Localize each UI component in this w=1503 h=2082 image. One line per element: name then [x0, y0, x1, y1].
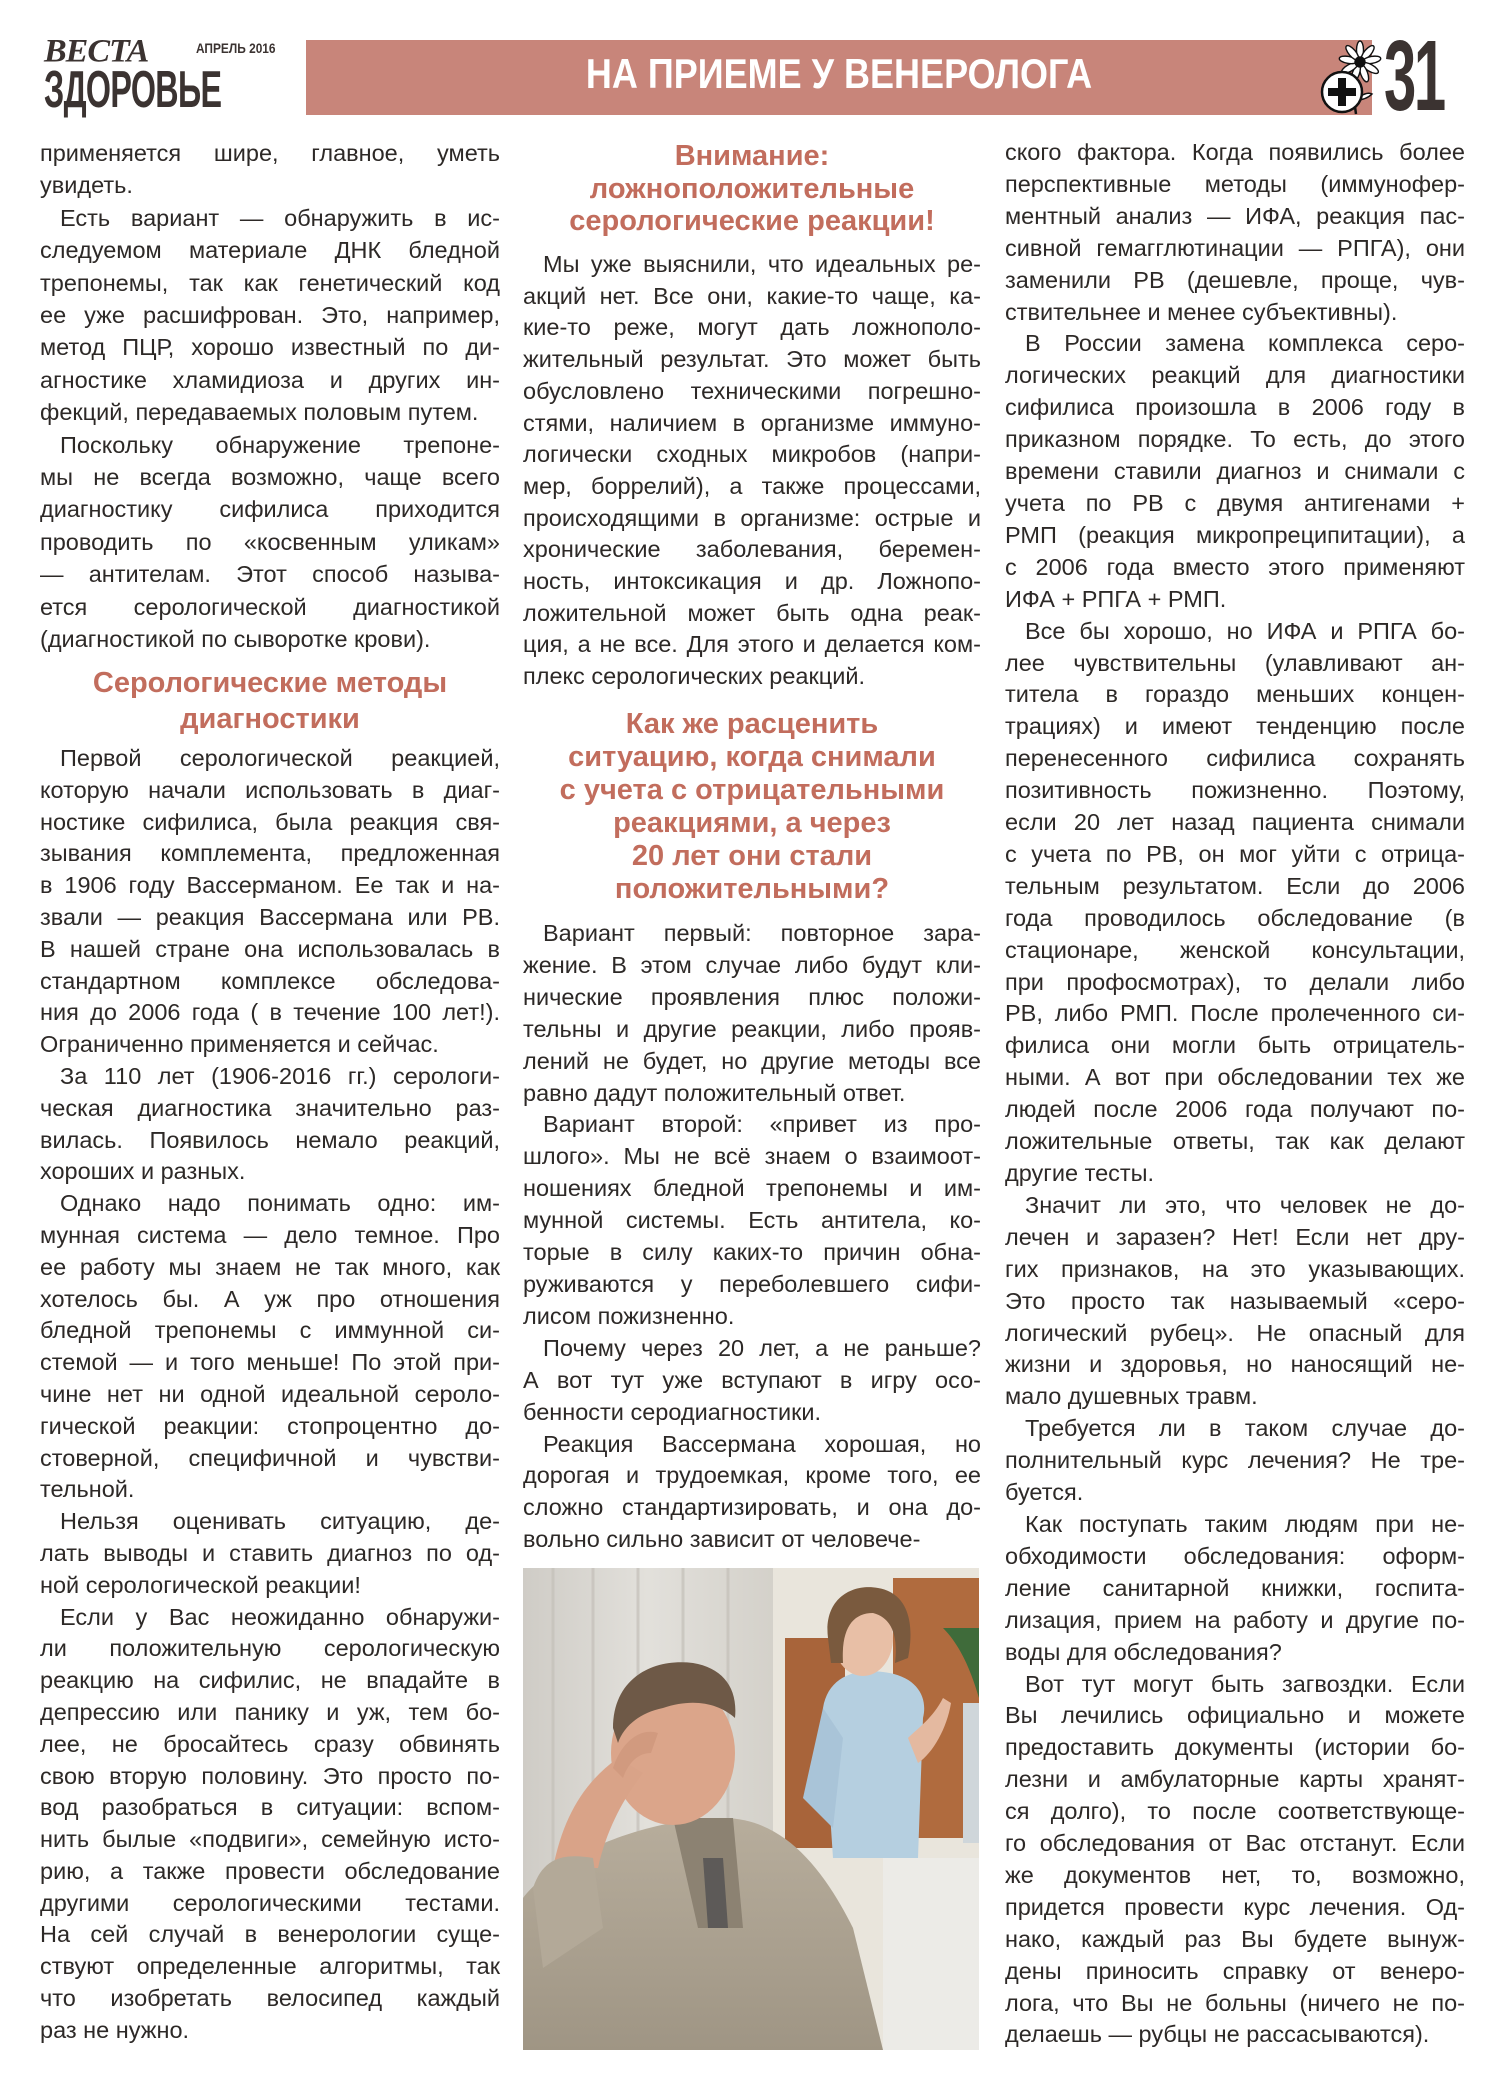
text-line: агностике хламидиоза и других ин- [40, 366, 500, 393]
text-line: ее уже расшифрован. Это, например, [40, 302, 500, 329]
text-line: жение. В этом случае либо будут кли- [523, 951, 981, 978]
text-line: года проводилось обследование (в [1005, 904, 1465, 931]
article-photo [523, 1568, 979, 2050]
paragraph [1005, 1669, 1465, 2052]
text-line: Однако надо понимать одно: им- [60, 1190, 500, 1217]
text-line: Вот тут могут быть загвоздки. Если [1025, 1670, 1465, 1697]
text-line: в 1906 году Вассерманом. Ее так и на- [40, 872, 500, 899]
subheading [40, 665, 500, 737]
text-line: логических реакций для диагностики [1005, 362, 1465, 389]
text-line: стоверной, специфичной и чувстви- [40, 1444, 500, 1471]
text-line: буется. [1005, 1479, 1084, 1506]
text-line: ложительные ответы, так как делают [1005, 1128, 1465, 1155]
text-line: дены приносить справку от венеро- [1005, 1957, 1465, 1984]
article-text [40, 743, 500, 2047]
text-line: стационаре, женской консультации, [1005, 936, 1465, 963]
text-line: руживаются у переболевшего сифи- [523, 1270, 981, 1297]
paragraph [523, 1333, 981, 1429]
text-line: В России замена комплекса серо- [1025, 330, 1465, 357]
text-line: Мы уже выяснили, что идеальных ре- [543, 251, 981, 277]
paragraph [40, 1602, 500, 2047]
subheading [523, 140, 981, 238]
subheading-line: Как же расценить [625, 708, 879, 740]
paragraph [40, 1506, 500, 1601]
paragraph [523, 1429, 981, 1557]
text-line: обходимости обследования: оформ- [1005, 1542, 1465, 1569]
text-line: ной серологической реакции! [40, 1571, 361, 1598]
text-line: другие тесты. [1005, 1160, 1155, 1186]
text-line: Все бы хорошо, но ИФА и РПГА бо- [1025, 617, 1465, 644]
text-line: ческая диагностика значительно раз- [40, 1094, 500, 1121]
text-line: Нельзя оценивать ситуацию, де- [60, 1508, 500, 1535]
text-line: трепонемы, так как генетический код [40, 269, 500, 296]
text-line: тельной. [40, 1476, 135, 1503]
article-text [1005, 137, 1465, 2051]
text-line: го обследования от Вас отстанут. Если [1005, 1830, 1465, 1857]
text-line: тельны и другие реакции, либо прояв- [523, 1015, 981, 1042]
text-line: ется серологической диагностикой [40, 593, 500, 620]
text-line: увидеть. [40, 172, 133, 199]
paragraph [1005, 137, 1465, 328]
text-line: людей после 2006 года получают по- [1005, 1096, 1465, 1123]
text-line: если 20 лет назад пациента снимали [1005, 809, 1465, 836]
text-line: хотелось бы. А уж про отношения [40, 1285, 500, 1312]
text-line: тельным результатом. Если до 2006 [1005, 872, 1465, 899]
text-line: что изобретать велосипед каждый [40, 1985, 500, 2012]
text-line: Ограниченно применяется и сейчас. [40, 1031, 439, 1058]
text-line: На сей случай в венерологии суще- [40, 1921, 500, 1948]
text-line: лога, что Вы не больны (ничего не по- [1005, 1989, 1465, 2016]
paragraph [1005, 1190, 1465, 1413]
text-line: проводить по «косвенным уликам» [40, 528, 500, 555]
text-line: Вариант второй: «привет из про- [543, 1111, 981, 1138]
text-line: Как поступать таким людям при не- [1025, 1510, 1465, 1537]
text-line: лений не будет, но другие методы все [523, 1047, 981, 1074]
subheading-line: ложноположительные [589, 172, 915, 205]
subheading-line: серологические реакции! [569, 205, 935, 237]
text-line: мало душевных травм. [1005, 1383, 1258, 1410]
text-line: стями, наличием в организме иммуно- [523, 409, 981, 436]
paragraph [1005, 328, 1465, 615]
text-line: гической реакции: стопроцентно до- [40, 1412, 500, 1439]
text-line: свою вторую половину. Это просто по- [40, 1762, 500, 1789]
text-line: ностике сифилиса, была реакция свя- [40, 808, 500, 835]
subheading-line: с учета с отрицательными [559, 774, 945, 806]
text-line: Вариант первый: повторное зара- [543, 920, 981, 946]
text-line: ского фактора. Когда появились более [1005, 139, 1465, 165]
text-line: жительный результат. Это может быть [523, 346, 981, 373]
text-line: вольно сильно зависит от человече- [523, 1526, 921, 1553]
paragraph [40, 429, 500, 656]
text-line: с учета по РВ, он мог уйти с отрица- [1005, 840, 1465, 867]
text-line: обусловлено техническими погрешно- [523, 377, 981, 404]
logo-vesta: ВЕСТА [44, 34, 149, 70]
text-line: Если у Вас неожиданно обнаружи- [60, 1603, 500, 1630]
text-line: филиса они могли быть отрицатель- [1005, 1032, 1465, 1059]
subheading [523, 708, 981, 906]
text-line: ИФА + РПГА + РМП. [1005, 585, 1227, 612]
text-line: торые в силу каких-то причин обна- [523, 1239, 981, 1266]
text-line: стандартном комплексе обследова- [40, 967, 500, 994]
subheading-line: реакциями, а через [613, 807, 891, 839]
text-line: чине нет ни одной идеальной сероло- [40, 1380, 500, 1407]
text-line: ными. А вот при обследовании тех же [1005, 1064, 1465, 1091]
text-line: хронические заболевания, беремен- [523, 536, 981, 563]
text-line: титела в гораздо меньших концен- [1005, 681, 1465, 708]
text-line: воды для обследования? [1005, 1638, 1282, 1665]
text-line: лать выводы и ставить диагноз по од- [40, 1539, 500, 1566]
text-line: За 110 лет (1906-2016 гг.) серологи- [60, 1062, 500, 1089]
text-line: (диагностикой по сыворотке крови). [40, 626, 431, 653]
text-line: ее работу мы знаем не так много, как [40, 1253, 500, 1280]
text-line: другими серологическими тестами. [40, 1889, 500, 1916]
text-line: ментный анализ — ИФА, реакция пас- [1005, 202, 1465, 229]
text-line: вод разобраться в ситуации: вспом- [40, 1794, 500, 1821]
text-line: Реакция Вассермана хорошая, но [543, 1430, 981, 1457]
article-text [523, 918, 981, 1556]
text-line: нако, каждый раз Вы будете вынуж- [1005, 1925, 1465, 1952]
subheading-line: Внимание: [674, 140, 830, 172]
paragraph [40, 1061, 500, 1188]
logo-zdorove: ЗДОРОВЬЕ [44, 61, 222, 119]
text-line: Первой серологической реакцией, [60, 745, 500, 771]
paragraph [1005, 1509, 1465, 1669]
text-line: хороших и разных. [40, 1158, 246, 1185]
text-line: мы не всегда возможно, чаще всего [40, 464, 500, 491]
text-line: звали — реакция Вассермана или РВ. [40, 903, 500, 930]
text-line: депрессию или панику и уж, тем бо- [40, 1698, 500, 1725]
text-line: бледной трепонемы с иммунной си- [40, 1317, 500, 1344]
text-line: мунная система — дело темное. Про [40, 1221, 500, 1248]
text-line: учета по РВ с двумя антигенами + [1005, 489, 1465, 516]
subheading-line: Серологические методы [92, 667, 448, 699]
text-line: ложительной может быть одна реак- [523, 599, 981, 626]
section-title: НА ПРИЕМЕ У ВЕНЕРОЛОГА [585, 49, 1093, 97]
text-line: перспективные методы (иммунофер- [1005, 170, 1465, 197]
text-line: Требуется ли в таком случае до- [1025, 1415, 1465, 1442]
subheading-line: 20 лет они стали [631, 840, 873, 872]
text-line: применяется шире, главное, уметь [40, 140, 500, 166]
text-line: происходящими в организме: острые и [523, 504, 981, 531]
text-line: равно дадут положительный ответ. [523, 1079, 906, 1106]
subheading-line: ситуацию, когда снимали [568, 741, 936, 773]
text-line: лее, не бросайтесь сразу обвинять [40, 1730, 500, 1757]
text-line: дорогая и трудоемкая, кроме того, ее [523, 1462, 981, 1489]
text-line: заменили РВ (дешевле, проще, чув- [1005, 266, 1465, 293]
text-line: ность, интоксикация и др. Ложнопо- [523, 568, 981, 595]
issue-date: АПРЕЛЬ 2016 [196, 40, 276, 56]
text-line: лезни и амбулаторные карты хранят- [1005, 1766, 1465, 1793]
text-line: ношениях бледной трепонемы и им- [523, 1175, 981, 1202]
text-line: плекс серологических реакций. [523, 663, 866, 690]
text-line: — антителам. Этот способ называ- [40, 561, 500, 588]
text-line: диагностику сифилиса приходится [40, 496, 500, 523]
text-line: перенесенного сифилиса сохранять [1005, 745, 1465, 772]
text-line: вилась. Появилось немало реакций, [40, 1126, 500, 1153]
medical-cross-daisy-icon [1318, 34, 1388, 120]
text-line: Это просто так называемый «серо- [1005, 1287, 1465, 1314]
text-line: метод ПЦР, хорошо известный по ди- [40, 334, 500, 361]
text-line: Почему через 20 лет, а не раньше? [543, 1334, 981, 1361]
text-line: сивной гемагглютинации — РПГА), они [1005, 234, 1465, 261]
text-line: зывания комплемента, предложенная [40, 840, 500, 867]
page-number: 31 [1384, 20, 1444, 132]
text-line: реакцию на сифилис, не впадайте в [40, 1667, 500, 1694]
text-line: рию, а также провести обследование [40, 1857, 500, 1884]
text-line: А вот тут уже вступают в игру осо- [523, 1366, 981, 1393]
text-line: жизни и здоровья, но наносящий не- [1005, 1351, 1465, 1378]
text-line: делаешь — рубцы не рассасываются). [1005, 2021, 1430, 2048]
paragraph [523, 1109, 981, 1332]
text-line: же документов нет, то, возможно, [1005, 1861, 1465, 1888]
text-line: РМП (реакция микропреципитации), а [1005, 521, 1465, 548]
text-line: фекций, передаваемых половым путем. [40, 399, 479, 426]
text-line: лисом пожизненно. [523, 1302, 735, 1329]
text-line: ся долго), то после соответствующе- [1005, 1798, 1465, 1825]
text-line: лечен и заразен? Нет! Если нет дру- [1005, 1223, 1465, 1250]
text-line: с 2006 года вместо этого применяют [1005, 553, 1465, 580]
text-line: мер, боррелий), а также процессами, [523, 472, 981, 499]
text-line: кие-то реже, могут дать ложнополо- [523, 314, 981, 341]
article-text [40, 137, 500, 656]
text-line: позитивность пожизненно. Поэтому, [1005, 777, 1465, 804]
paragraph [40, 743, 500, 1061]
text-line: ление санитарной книжки, госпита- [1005, 1574, 1465, 1601]
text-line: следуемом материале ДНК бледной [40, 237, 500, 264]
text-line: приказном порядке. То есть, до этого [1005, 426, 1465, 453]
text-line: сифилиса произошла в 2006 году в [1005, 394, 1465, 421]
text-line: при профосмотрах), то делали либо [1005, 968, 1465, 995]
text-line: Поскольку обнаружение трепоне- [60, 431, 500, 458]
text-line: ния до 2006 года ( в течение 100 лет!). [40, 999, 500, 1026]
subheading-line: диагностики [180, 703, 360, 735]
text-line: Есть вариант — обнаружить в ис- [60, 204, 500, 231]
text-line: логический рубец». Не опасный для [1005, 1319, 1465, 1346]
text-line: времени ставили диагноз и снимали с [1005, 458, 1465, 485]
text-line: ция, а не все. Для этого и делается ком- [523, 631, 981, 658]
text-line: Значит ли это, что человек не до- [1025, 1191, 1465, 1218]
text-line: Вы лечились официально и можете [1005, 1702, 1465, 1729]
text-line: нить былые «подвиги», семейную исто- [40, 1826, 500, 1853]
section-header-bar [306, 40, 1372, 115]
paragraph [523, 249, 981, 693]
text-line: РВ, либо РМП. После пролеченного си- [1005, 1000, 1465, 1027]
text-line: трациях) и имеют тенденцию после [1005, 713, 1465, 740]
paragraph [40, 1188, 500, 1506]
text-line: ли положительную серологическую [40, 1635, 500, 1662]
text-line: придется провести курс лечения. Од- [1005, 1893, 1465, 1920]
text-line: раз не нужно. [40, 2016, 190, 2043]
paragraph [1005, 1413, 1465, 1509]
text-line: полнительный курс лечения? Не тре- [1005, 1447, 1465, 1474]
text-line: бенности серодиагностики. [523, 1398, 822, 1425]
text-line: акций нет. Все они, какие-то чаще, ка- [523, 282, 981, 309]
text-line: мунной системы. Есть антитела, ко- [523, 1207, 981, 1234]
text-line: лее чувствительны (улавливают ан- [1005, 649, 1465, 676]
text-line: В нашей стране она использовалась в [40, 935, 500, 962]
text-line: логически сходных микробов (напри- [523, 441, 981, 468]
subheading-line: положительными? [614, 873, 890, 905]
paragraph [40, 202, 500, 429]
text-line: предоставить документы (истории бо- [1005, 1734, 1465, 1761]
text-line: стемой — и того меньше! По этой при- [40, 1349, 500, 1376]
article-text [523, 249, 981, 693]
text-line: лизация, прием на работу и другие по- [1005, 1606, 1465, 1633]
paragraph [523, 918, 981, 1109]
text-line: гих признаков, на это указывающих. [1005, 1255, 1465, 1282]
text-line: нические проявления плюс положи- [523, 983, 981, 1010]
text-line: ствительнее и менее субъективны). [1005, 298, 1398, 325]
text-line: шлого». Мы не всё знаем о взаимоот- [523, 1143, 981, 1170]
text-line: сложно стандартизировать, и она до- [523, 1494, 981, 1521]
paragraph [1005, 616, 1465, 1190]
text-line: ствуют определенные алгоритмы, так [40, 1953, 500, 1980]
paragraph [40, 137, 500, 202]
text-line: которую начали использовать в диаг- [40, 776, 500, 803]
